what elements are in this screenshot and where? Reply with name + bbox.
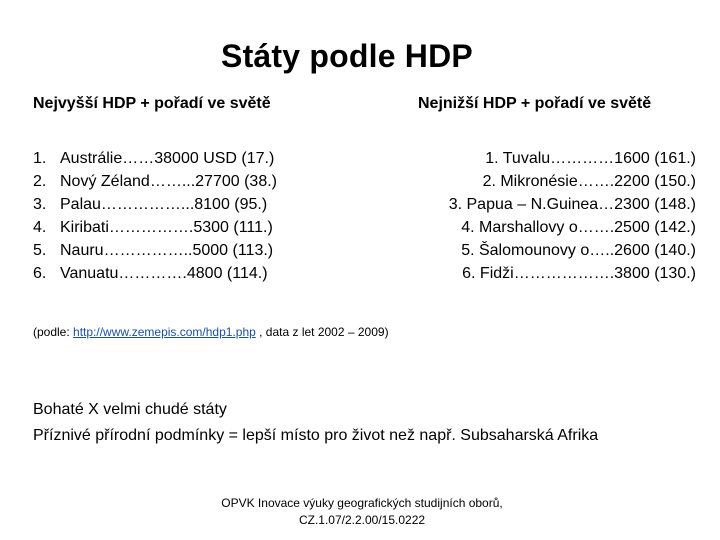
list-item-number: 2. bbox=[33, 173, 47, 190]
footer-line-2: CZ.1.07/2.2.00/15.0222 bbox=[298, 513, 426, 527]
list-item-text: Austrálie……38000 USD (17.) bbox=[60, 150, 275, 167]
slide-title: Státy podle HDP bbox=[221, 38, 473, 74]
list-item-text: Nauru……………..5000 (113.) bbox=[60, 242, 274, 259]
list-item-text: Nový Zéland……...27700 (38.) bbox=[60, 173, 277, 190]
list-item bbox=[33, 147, 277, 170]
lowest-gdp-list bbox=[410, 147, 696, 285]
list-item-number: 6. bbox=[33, 265, 47, 282]
list-item bbox=[33, 170, 277, 193]
footer-line-1: OPVK Inovace výuky geografických studijních oborů, bbox=[221, 496, 503, 510]
list-item-number: 5. bbox=[33, 242, 47, 259]
list-item-number: 1. bbox=[33, 150, 47, 167]
list-item: 3. Papua – N.Guinea…2300 (148.) bbox=[448, 196, 696, 213]
source-note bbox=[33, 325, 389, 339]
lowest-gdp-heading: Nejnižší HDP + pořadí ve světě bbox=[418, 95, 652, 112]
list-item bbox=[33, 262, 277, 285]
source-prefix: (podle: bbox=[33, 325, 74, 339]
highest-gdp-list bbox=[33, 147, 277, 285]
highest-gdp-heading: Nejvyšší HDP + pořadí ve světě bbox=[33, 95, 271, 112]
list-item-text: Kiribati…………….5300 (111.) bbox=[60, 219, 273, 236]
list-item bbox=[33, 193, 277, 216]
list-item: 4. Marshallovy o…….2500 (142.) bbox=[461, 219, 696, 236]
list-item-text: Palau……………...8100 (95.) bbox=[60, 196, 268, 213]
list-item: 1. Tuvalu…………1600 (161.) bbox=[485, 150, 696, 167]
conclusion-line-1: Bohaté X velmi chudé státy bbox=[33, 401, 227, 418]
footer bbox=[0, 495, 720, 529]
list-item: 5. Šalomounovy o…..2600 (140.) bbox=[461, 242, 696, 259]
list-item-text: Vanuatu………….4800 (114.) bbox=[60, 265, 268, 282]
list-item bbox=[33, 239, 277, 262]
list-item-number: 4. bbox=[33, 219, 47, 236]
list-item: 6. Fidži……………….3800 (130.) bbox=[462, 265, 696, 282]
conclusion-block bbox=[33, 400, 598, 452]
list-item bbox=[33, 216, 277, 239]
list-item: 2. Mikronésie…….2200 (150.) bbox=[482, 173, 696, 190]
list-item-number: 3. bbox=[33, 196, 47, 213]
source-link[interactable]: http://www.zemepis.com/hdp1.php bbox=[73, 325, 256, 339]
source-suffix: , data z let 2002 – 2009) bbox=[255, 325, 389, 339]
conclusion-line-2: Příznivé přírodní podmínky = lepší místo pro život než např. Subsaharská Afrika bbox=[33, 427, 599, 444]
